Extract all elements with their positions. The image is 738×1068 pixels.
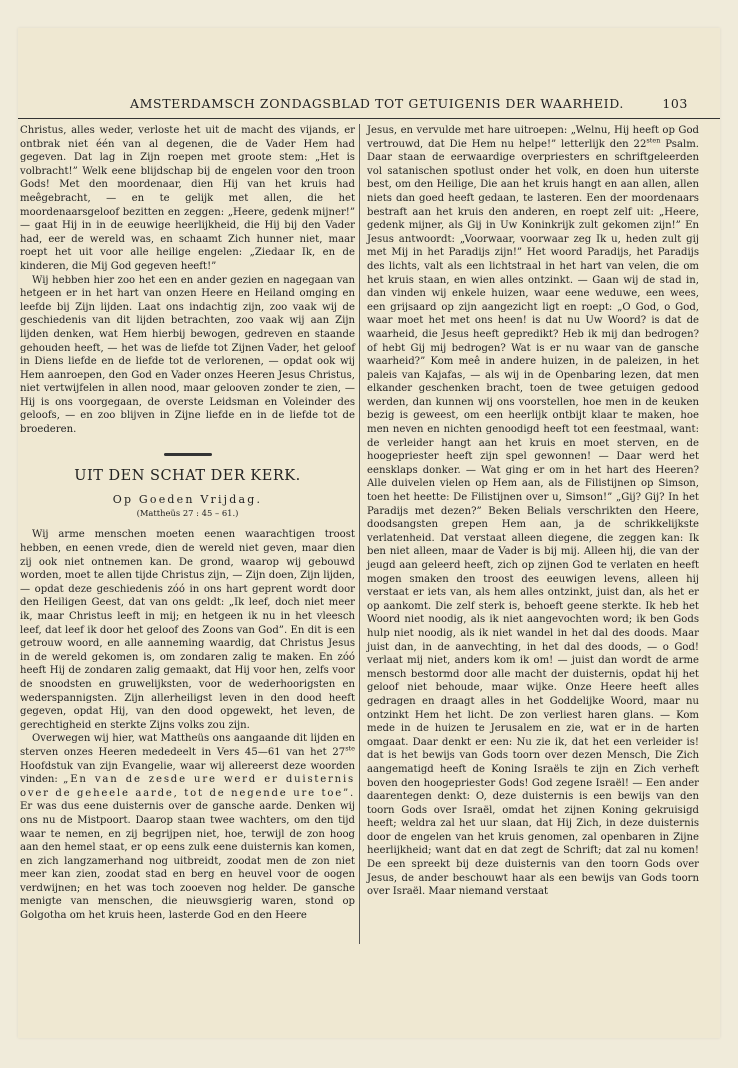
paragraph-text: Jesus, en vervulde met hare uitroepen: „Welnu, Hij heeft op God vertrouwd, dat Die Hem nu helpe!” letterlijk den 22 <box>367 125 699 150</box>
journal-title: AMSTERDAMSCH ZONDAGSBLAD TOT GETUIGENIS DER WAARHEID. <box>130 96 624 111</box>
paragraph-text: Overwegen wij hier, wat Mattheüs ons aangaande dit lijden en sterven onzes Heeren mededeelt in Vers 45—61 van het 27 <box>20 733 355 758</box>
page-number: 103 <box>662 96 688 111</box>
ordinal-suffix: sten <box>646 136 661 145</box>
right-column <box>367 124 699 899</box>
paragraph: Wij hebben hier zoo het een en ander gezien en nagegaan van hetgeen er in het hart van onzen Heere en Heiland omging en leefde bij Zijn lijden. Laat ons indachtig zijn, zoo vaak wij de geschiedenis van dit lijden betrachten, zoo vaak wij aan Zijn lijden denken, wat Hem hierbij bewogen, gedreven en staande gehouden heeft, — het was de liefde tot Zijnen Vader, het geloof in Diens liefde en de liefde tot de verlorenen, — opdat ook wij Hem aanroepen, den God en Vader onzes Heeren Jesus Christus, niet vertwijfelen in allen nood, maar gelooven zonder te zien, — Hij is ons voorgegaan, de overste Leidsman en Voleinder des geloofs, — en zoo blijven in Zijne liefde en in de liefde tot de broederen. <box>20 274 355 436</box>
paragraph-text: Er was dus eene duisternis over de gansche aarde. Denken wij ons nu de Mistpoort. Daarop staan twee wachters, om den tijd waar te nemen, en zij begrijpen niet, hoe, terwijl de zon hoog aan den hemel staat, er op eens zulk eene duisternis kan komen, en zich langzamerhand nog uitbreidt, zoodat men de zon niet meer kan zien, zoodat stad en berg en heuvel voor de oogen verdwijnen; en het was toch zooeven nog helder. De gansche menigte van menschen, die nieuwsgierig waren, stond op Golgotha om het kruis heen, lasterde God en den Heere <box>20 801 355 922</box>
header-rule <box>18 118 720 119</box>
paragraph: Christus, alles weder, verloste het uit de macht des vijands, er ontbrak niet één van al degenen, die de Vader Hem had gegeven. Dat lag in Zijn roepen met groote stem: „Het is volbracht!” Welk eene blijdschap bij de engelen voor den troon Gods! Met den moordenaar, dien Hij van het kruis had meêgebracht, — en te gelijk met allen, die het moordenaarsgeloof bezitten en zeggen: „Heere, gedenk mijner!” — gaat Hij in in de eeuwige heerlijkheid, die Hij bij den Vader had, eer de wereld was, en schaamt Zich hunner niet, maar roept het uit voor alle heilige engelen: „Ziedaar Ik, en de kinderen, die Mij God gegeven heeft!” <box>20 125 355 272</box>
scripture-quote: „En van de zesde ure werd er duisternis over de geheele aarde, tot de negende ure toe”. <box>20 774 355 799</box>
left-column <box>20 124 355 923</box>
section-title: UIT DEN SCHAT DER KERK. <box>74 467 301 484</box>
paragraph-text: Hoofdstuk van zijn Evangelie, waar wij allereerst deze woorden vinden: <box>20 760 355 786</box>
text-columns <box>20 124 718 944</box>
paragraph: Wij arme menschen moeten eenen waarachtigen troost hebben, en eenen vrede, dien de wereld niet geven, maar dien zij ook niet ontnemen kan. De grond, waarop wij gebouwd worden, moet te allen tijde Christus zijn, — Zijn doen, Zijn lijden, — opdat deze geschiedenis zóó in ons hart geprent wordt door den Heiligen Geest, dat van ons geldt: „Ik leef, doch niet meer ik, maar Christus leeft in mij; en hetgeen ik nu in het vleesch leef, dat leef ik door het geloof des Zoons van God”. En dit is een getrouw woord, en alle aanneming waardig, dat Christus Jesus in de wereld gekomen is, om zondaren zalig te maken. En zóó heeft Hij de zondaren zalig gemaakt, dat Hij voor hen, zelfs voor de snoodsten en gruwelijksten, voor de wederhoorigsten en wederspannigsten. Zijn allerheiligst leven in den dood heeft gegeven, opdat Hij, van den dood opgewekt, het leven, de gerechtigheid en sterkte Zijns volks zou zijn. <box>20 529 355 731</box>
section-subtitle: Op Goeden Vrijdag. <box>112 493 263 507</box>
paragraph-text: Psalm. Daar staan de eerwaardige overpriesters en schriftgeleerden vol satanischen spotlust onder het volk, en doen hun uiterste best, om den Heilige, Die aan het kruis hangt en aan allen, allen niets dan goed heeft gedaan, te lasteren. Een der moordenaars bestraft aan het kruis den anderen, en roept zelf uit: „Heere, gedenk mijner, als Gij in Uw Koninkrijk zult gekomen zijn!” En Jesus antwoordt: „Voorwaar, voorwaar zeg Ik u, heden zult gij met Mij in het Paradijs zijn!” Het woord Paradijs, het Paradijs des lichts, valt als een lichtstraal in het hart van velen, die om het kruis staan, en wien alles ontzinkt. — Gaan wij de stad in, dan vinden wij enkele huizen, waar eene weduwe, een wees, een grijsaard op zijn aangezicht ligt en roept: „O God, o God, waar moet het met ons heen! is dat nu Uw Woord? is dat de waarheid, die Jesus heeft gepredikt? Heb ik mij dan bedrogen? of hebt Gij mij bedrogen? Wat is er nu waar van de gansche waarheid?” Kom meê in andere huizen, in de paleizen, in het paleis van Kajafas, — als wij in de Openbaring lezen, dat men elkander geschenken bracht, toen de twee getuigen gedood werden, dan kunnen wij ons voorstellen, hoe men in de keuken bezig is geweest, om een heerlijk ontbijt klaar te maken, hoe men neven en nichten genoodigd heeft tot een feestmaal, want: de verleider hangt aan het kruis en moet sterven, en de hoogepriester heeft zijn spel gewonnen! — Daar werd het eensklaps donker. — Wat ging er om in het hart des Heeren? Alle duivelen vielen op Hem aan, als de Filistijnen op Simson, toen het heette: De Filistijnen over u, Simson!” „Gij? Gij? In het Paradijs met dezen?” Beken Belials verschrikten den Heere, doodsangsten grepen Hem aan, ja de schrikkelijkste verlatenheid. Dat verstaat alleen diegene, die zeggen kan: Ik ben niet alleen, maar de Vader is bij mij. Alleen hij, die van der jeugd aan geleerd heeft, zich op zijnen God te verlaten en heeft mogen smaken den troost des eeuwigen levens, alleen hij verstaat er iets van, als hem alles ontzinkt, juist dan, als het er op aankomt. Die zelf sterk is, behoeft geene sterkte. Ik heb het Woord niet noodig, als ik niet aangevochten word; ik ben Gods hulp niet noodig, als ik niet wandel in het dal des doods. Maar juist dan, in de aanvechting, in het dal des doods, — o God! verlaat mij niet, anders kom ik om! — juist dan wordt de arme mensch bestormd door alle macht der duisternis, opdat hij het geloof niet behoude, maar wijke. Onze Heere heeft alles gedragen en draagt alles in het Goddelijke Woord, maar nu ontzinkt Hem het licht. De zon verliest haren glans. — Kom mede in de huizen te Jerusalem en zie, wat er in de harten omgaat. Daar denkt er een: Nu zie ik, dat het een verleider is! dat is het bewijs van Gods toorn over dezen Mensch, Die Zich aangematigd heeft de Koning Israëls te zijn en Zich verheft boven den hoogepriester Gods! God zegene Israël! — Een ander daarentegen denkt: O, deze duisternis is een bewijs van den toorn Gods over Israël, omdat het zijnen Koning gekruisigd heeft; weldra zal het uur slaan, dat Hij Zich, in deze duisternis door de engelen van het kruis genomen, zal openbaren in Zijne heerlijkheid; want dat en dat zegt de Schrift; dat zal nu komen! De een spreekt bij deze duisternis van den toorn Gods over Jesus, de ander beschouwt haar als een bewijs van Gods toorn over Israël. Maar niemand verstaat <box>367 138 699 898</box>
paragraph <box>367 124 699 899</box>
ordinal-suffix: ste <box>345 744 355 753</box>
scripture-reference: (Mattheüs 27 : 45 – 61.) <box>136 507 239 518</box>
paragraph <box>20 732 355 922</box>
section-ornament <box>164 453 212 456</box>
